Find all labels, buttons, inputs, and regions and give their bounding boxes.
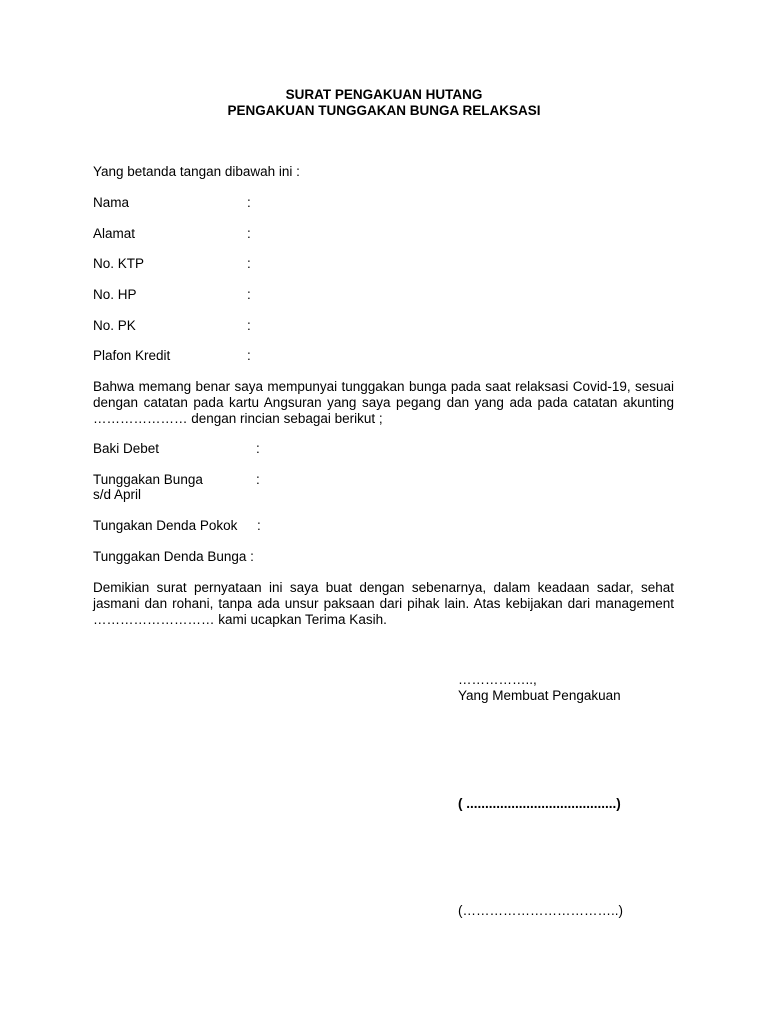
signature-place-date: …………….., (458, 672, 537, 687)
field-colon-ktp: : (247, 256, 251, 271)
field-colon-baki-debet: : (256, 441, 260, 456)
field-label-ktp: No. KTP (93, 256, 145, 271)
signature-name-line-2: (……………………………..) (458, 903, 623, 918)
statement-paragraph: Bahwa memang benar saya mempunyai tunggakan bunga pada saat relaksasi Covid-19, sesuai dengan catatan pada kartu Angsuran yang saya pegang dan yang ada pada catatan akunting ………………… dengan rincian sebagai berikut ; (93, 379, 674, 426)
field-label-denda-bunga: Tunggakan Denda Bunga : (93, 549, 254, 564)
field-label-plafon: Plafon Kredit (93, 348, 171, 363)
field-colon-nama: : (247, 195, 251, 210)
intro-text: Yang betanda tangan dibawah ini : (93, 164, 300, 179)
signature-name-line-1: ( ........................................) (458, 796, 621, 811)
field-label-hp: No. HP (93, 287, 137, 302)
field-label-tunggakan-bunga: Tunggakan Bunga (93, 472, 203, 487)
field-sublabel-tunggakan-bunga: s/d April (93, 487, 142, 502)
field-colon-hp: : (247, 287, 251, 302)
field-label-alamat: Alamat (93, 226, 136, 241)
field-colon-pk: : (247, 318, 251, 333)
field-label-pk: No. PK (93, 318, 136, 333)
document-subtitle: PENGAKUAN TUNGGAKAN BUNGA RELAKSASI (227, 103, 541, 118)
signature-role: Yang Membuat Pengakuan (458, 688, 621, 703)
closing-paragraph: Demikian surat pernyataan ini saya buat dengan sebenarnya, dalam keadaan sadar, sehat jasmani dan rohani, tanpa ada unsur paksaan dari pihak lain. Atas kebijakan dari management ……………………… kami ucapkan Terima Kasih. (93, 580, 674, 627)
field-colon-tunggakan-bunga: : (256, 472, 260, 487)
field-label-baki-debet: Baki Debet (93, 441, 160, 456)
field-label-nama: Nama (93, 195, 130, 210)
field-colon-plafon: : (247, 348, 251, 363)
field-colon-alamat: : (247, 226, 251, 241)
field-label-denda-pokok: Tungakan Denda Pokok (93, 518, 238, 533)
field-colon-denda-pokok: : (257, 518, 261, 533)
document-title: SURAT PENGAKUAN HUTANG (285, 87, 483, 102)
